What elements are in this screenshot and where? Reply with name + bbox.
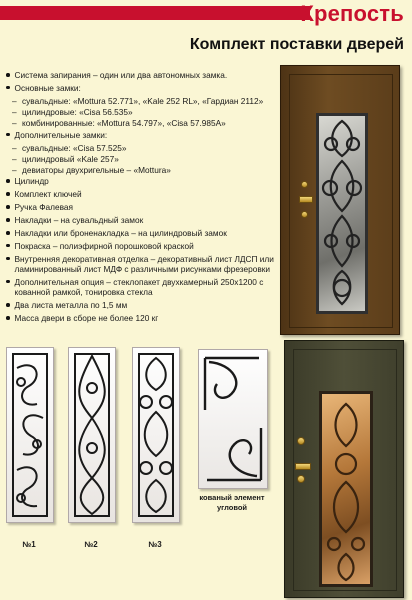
bullet-marker [6, 280, 10, 284]
spec-text: девиаторы двухригельные – «Mottura» [22, 165, 171, 176]
spec-item [6, 176, 274, 186]
corner-element-label: кованый элемент угловой [199, 493, 265, 512]
spec-text: сувальдные: «Mottura 52.771», «Kale 252 RL», «Гардиан 2112» [22, 95, 264, 106]
grille-2-pattern [69, 348, 115, 522]
grille-1-label: №1 [22, 540, 36, 549]
corner-forged-element [198, 349, 268, 489]
spec-text: Цилиндр [14, 176, 49, 187]
spec-text: Накладки – на сувальдный замок [14, 215, 144, 226]
header-accent-bar [0, 6, 310, 20]
grille-1 [6, 347, 54, 523]
door-handle [295, 463, 311, 470]
spec-text: сувальдные: «Cisa 57.525» [22, 142, 127, 153]
spec-item [6, 189, 274, 199]
spec-text: Два листа металла по 1,5 мм [14, 300, 128, 311]
spec-item [6, 83, 274, 93]
spec-subitem [6, 165, 274, 175]
bullet-marker [6, 316, 10, 320]
lock-cylinder [301, 181, 308, 188]
spec-item [6, 241, 274, 251]
dash-marker: – [12, 118, 17, 129]
spec-item [6, 215, 274, 225]
grille-3-label: №3 [148, 540, 162, 549]
grille-2-label: №2 [84, 540, 98, 549]
spec-text: Покраска – полиэфирной порошковой краской [14, 240, 194, 251]
spec-text: Комплект ключей [14, 189, 82, 200]
door-dark-photo [284, 340, 404, 598]
spec-item [6, 313, 274, 323]
dash-marker: – [12, 107, 17, 118]
spec-item [6, 300, 274, 310]
forged-pattern-silver [319, 116, 365, 311]
spec-text: цилиндровые: «Cisa 56.535» [22, 107, 133, 118]
dash-marker: – [12, 95, 17, 106]
spec-subitem [6, 118, 274, 128]
grille-3-pattern [133, 348, 179, 522]
bullet-marker [6, 257, 10, 261]
grille-3 [132, 347, 180, 523]
spec-item [6, 70, 274, 80]
bullet-marker [6, 244, 10, 248]
spec-subitem [6, 154, 274, 164]
spec-text: Ручка Фалевая [14, 202, 74, 213]
bullet-marker [6, 133, 10, 137]
spec-list [6, 70, 274, 326]
bullet-marker [6, 86, 10, 90]
spec-subitem [6, 107, 274, 117]
spec-text: Система запирания – один или два автономных замка. [14, 70, 228, 80]
corner-element-pattern [199, 350, 267, 488]
lock-keyhole [297, 475, 305, 483]
bullet-marker [6, 192, 10, 196]
spec-text: Дополнительная опция – стеклопакет двухкамерный 250х1200 с кованной рамкой, тонировка стекла [14, 276, 264, 298]
bullet-marker [6, 303, 10, 307]
bullet-marker [6, 218, 10, 222]
bullet-marker [6, 205, 10, 209]
spec-item [6, 277, 274, 298]
door-brown-photo [280, 65, 400, 335]
lock-cylinder [297, 437, 305, 445]
spec-subitem [6, 96, 274, 106]
lock-keyhole [301, 211, 308, 218]
door-window-glass [319, 391, 373, 587]
dash-marker: – [12, 142, 17, 153]
spec-text: комбинированные: «Mottura 54.797», «Cisa 57.985A» [22, 118, 226, 129]
spec-text: Внутренняя декоративная отделка – декоративный лист ЛДСП или ламинированный лист МДФ с различными рисунками фрезеровки [14, 253, 274, 275]
bullet-marker [6, 73, 10, 77]
spec-item [6, 254, 274, 275]
spec-text: Накладки или броненакладка – на цилиндровый замок [14, 228, 227, 239]
spec-text: Основные замки: [14, 82, 81, 93]
grille-1-pattern [7, 348, 53, 522]
bullet-marker [6, 179, 10, 183]
brand-title: Крепость [300, 1, 404, 26]
spec-item [6, 130, 274, 140]
spec-text: Масса двери в сборе не более 120 кг [14, 313, 159, 324]
grille-2 [68, 347, 116, 523]
bullet-marker [6, 231, 10, 235]
dash-marker: – [12, 153, 17, 164]
page-subtitle: Комплект поставки дверей [189, 36, 404, 53]
spec-text: Дополнительные замки: [14, 129, 108, 140]
door-handle [299, 196, 313, 203]
dash-marker: – [12, 165, 17, 176]
forged-pattern-bronze [322, 394, 370, 584]
spec-text: цилиндровый «Kale 257» [22, 153, 119, 164]
spec-item [6, 202, 274, 212]
spec-item [6, 228, 274, 238]
spec-subitem [6, 143, 274, 153]
door-window-glass [316, 113, 368, 314]
